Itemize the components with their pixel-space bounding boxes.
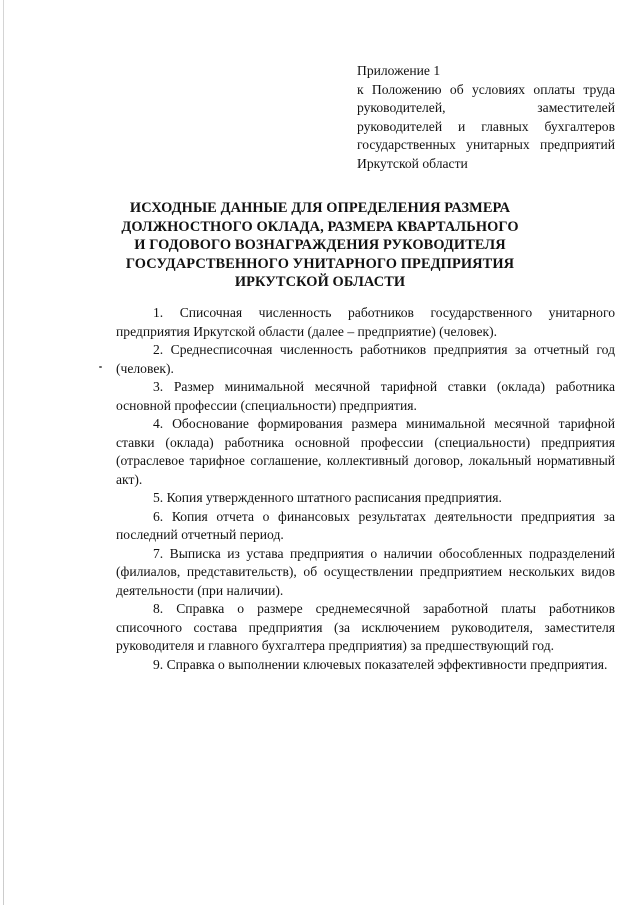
list-item-9: 9. Справка о выполнении ключевых показателей эффективности предприятия.: [153, 656, 608, 672]
list-item-1: 1. Списочная численность работников государственного унитарного предприятия Иркутской области (далее – предприятие) (человек).: [116, 305, 615, 339]
document-body: [116, 304, 615, 674]
appendix-header: [357, 62, 615, 173]
list-item-8: 8. Справка о размере среднемесячной заработной платы работников списочного состава предприятия (за исключением руководителя, заместителя руководителя и главного бухгалтера предприятия) за предшествующий год.: [116, 601, 615, 653]
list-item-5: 5. Копия утвержденного штатного расписания предприятия.: [153, 490, 502, 505]
appendix-label: Приложение 1: [357, 63, 441, 78]
list-item-4: 4. Обоснование формирования размера минимальной месячной тарифной ставки (оклада) работника основной профессии (специальности) предприятия (отраслевое тарифное соглашение, коллективный договор, локальный нормативный акт).: [116, 416, 615, 487]
appendix-reference: к Положению об условиях оплаты труда руководителей, заместителей руководителей и главных бухгалтеров государственных унитарных предприятий Иркутской области: [357, 81, 615, 171]
list-item-7: 7. Выписка из устава предприятия о наличии обособленных подразделений (филиалов, представительств), об осуществлении предприятием нескольких видов деятельности (при наличии).: [116, 545, 615, 598]
scan-edge-line: [3, 0, 4, 905]
list-item-6: 6. Копия отчета о финансовых результатах деятельности предприятия за последний отчетный период.: [116, 508, 615, 542]
scan-artifact-mark: [99, 366, 102, 368]
list-item-3: 3. Размер минимальной месячной тарифной ставки (оклада) работника основной профессии (специальности) предприятия.: [116, 379, 615, 413]
list-item-2: 2. Среднесписочная численность работников предприятия за отчетный год (человек).: [116, 342, 615, 376]
document-title: ИСХОДНЫЕ ДАННЫЕ ДЛЯ ОПРЕДЕЛЕНИЯ РАЗМЕРА ДОЛЖНОСТНОГО ОКЛАДА, РАЗМЕРА КВАРТАЛЬНОГО И ГОДОВОГО ВОЗНАГРАЖДЕНИЯ РУКОВОДИТЕЛЯ ГОСУДАРСТВЕННОГО УНИТАРНОГО ПРЕДПРИЯТИЯ ИРКУТСКОЙ ОБЛАСТИ: [121, 200, 519, 291]
